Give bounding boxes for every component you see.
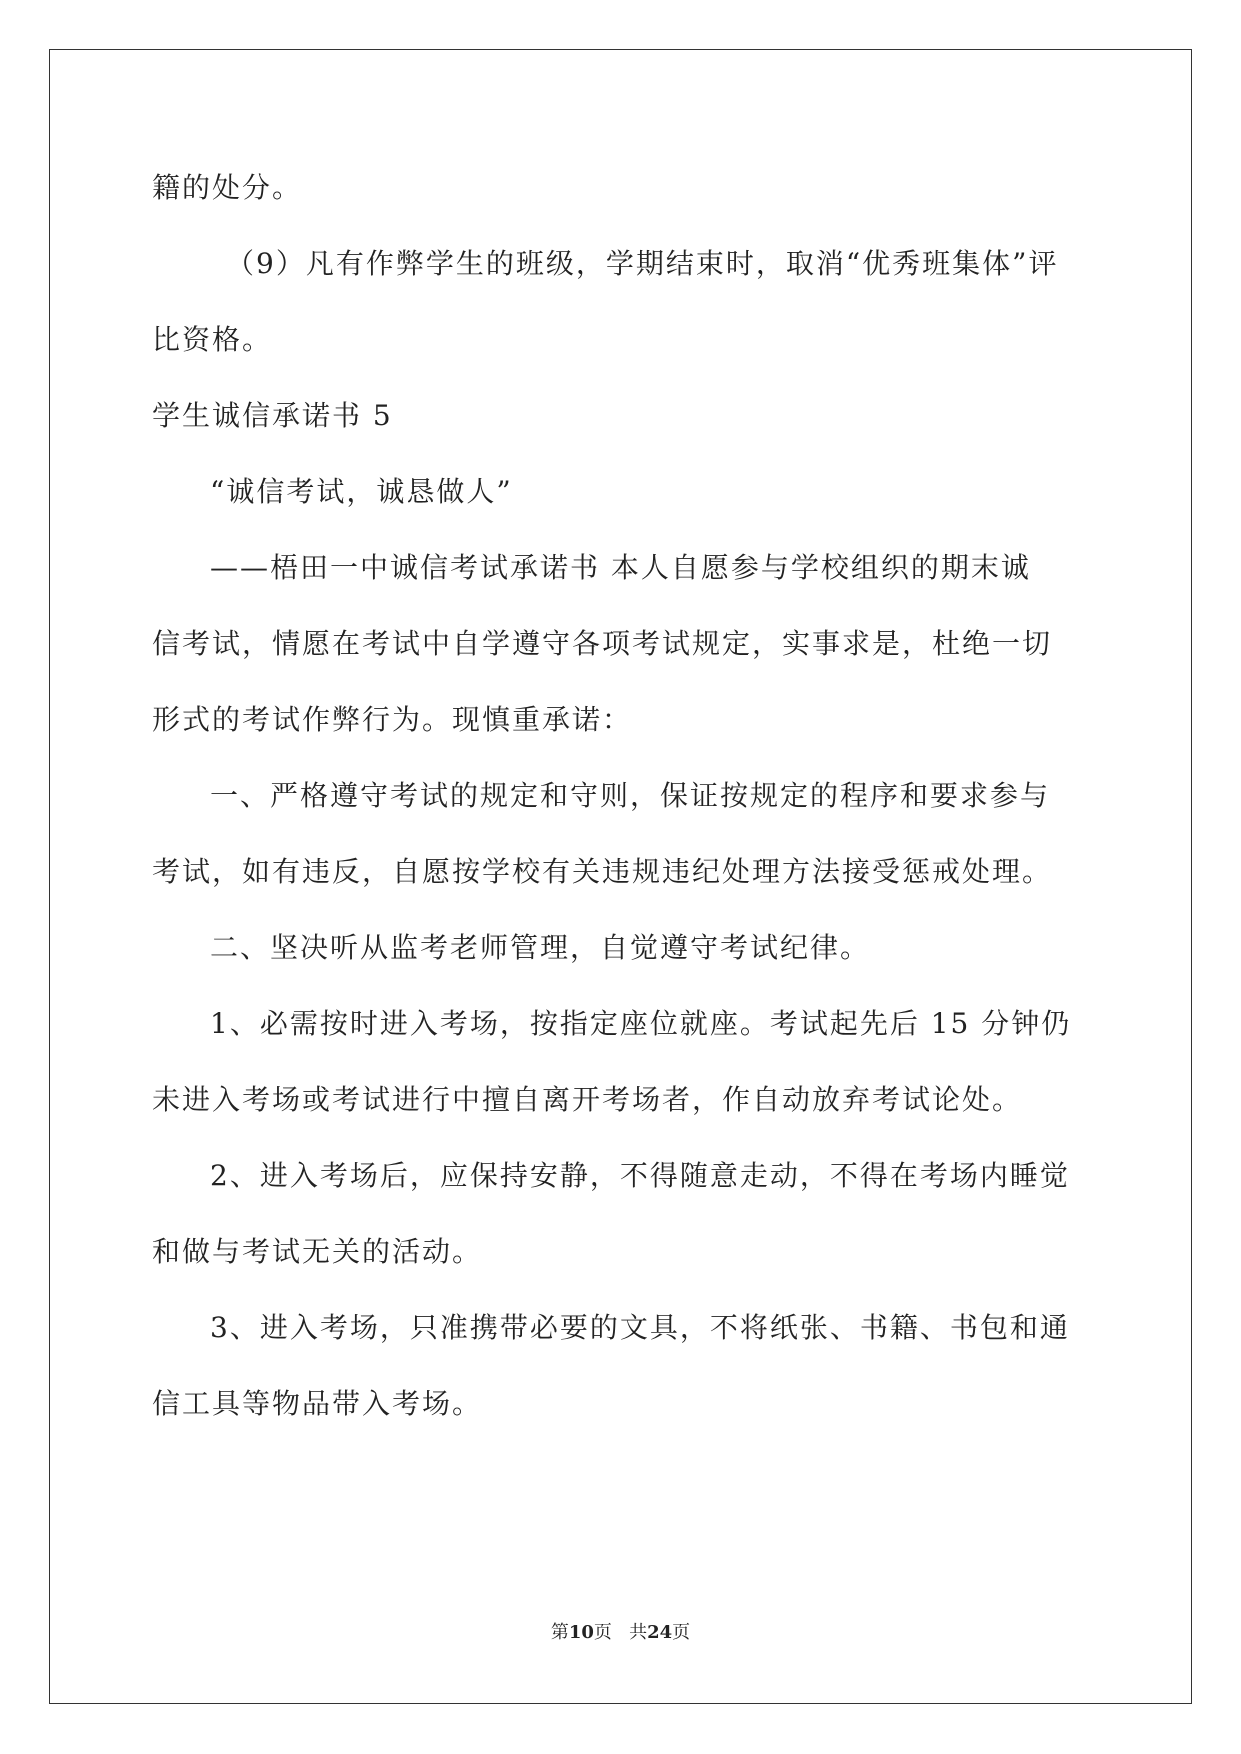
footer-page-prefix: 第 <box>550 1622 569 1643</box>
footer-total-suffix: 页 <box>672 1622 691 1643</box>
text-line: 1、必需按时进入考场，按指定座位就座。考试起先后 15 分钟仍 <box>210 1007 1072 1040</box>
text-line: 学生诚信承诺书 5 <box>152 399 393 432</box>
document-body <box>152 150 1090 1442</box>
text-line: （9）凡有作弊学生的班级，学期结束时，取消“优秀班集体”评 <box>226 247 1059 280</box>
footer-total-pages: 24 <box>647 1622 673 1643</box>
text-line: 信考试，情愿在考试中自学遵守各项考试规定，实事求是，杜绝一切 <box>152 627 1053 660</box>
page-footer <box>0 1618 1241 1644</box>
text-line: 考试，如有违反，自愿按学校有关违规违纪处理方法接受惩戒处理。 <box>152 855 1053 888</box>
text-line: 籍的处分。 <box>152 171 303 204</box>
footer-total-prefix: 共 <box>629 1622 648 1643</box>
footer-page-suffix: 页 <box>593 1622 612 1643</box>
text-line: 2、进入考场后，应保持安静，不得随意走动，不得在考场内睡觉 <box>210 1159 1070 1192</box>
text-line: 一、严格遵守考试的规定和守则，保证按规定的程序和要求参与 <box>210 779 1051 812</box>
footer-page-number: 10 <box>568 1622 594 1643</box>
text-line: 比资格。 <box>152 323 273 356</box>
text-line: 3、进入考场，只准携带必要的文具，不将纸张、书籍、书包和通 <box>210 1311 1070 1344</box>
text-line: “诚信考试，诚恳做人” <box>210 475 513 508</box>
text-line: 信工具等物品带入考场。 <box>152 1387 483 1420</box>
text-line: 二、坚决听从监考老师管理，自觉遵守考试纪律。 <box>210 931 871 964</box>
text-line: 形式的考试作弊行为。现慎重承诺： <box>152 703 633 736</box>
text-line: 未进入考场或考试进行中擅自离开考场者，作自动放弃考试论处。 <box>152 1083 1023 1116</box>
text-line: ——梧田一中诚信考试承诺书 本人自愿参与学校组织的期末诚 <box>210 551 1031 584</box>
text-line: 和做与考试无关的活动。 <box>152 1235 483 1268</box>
